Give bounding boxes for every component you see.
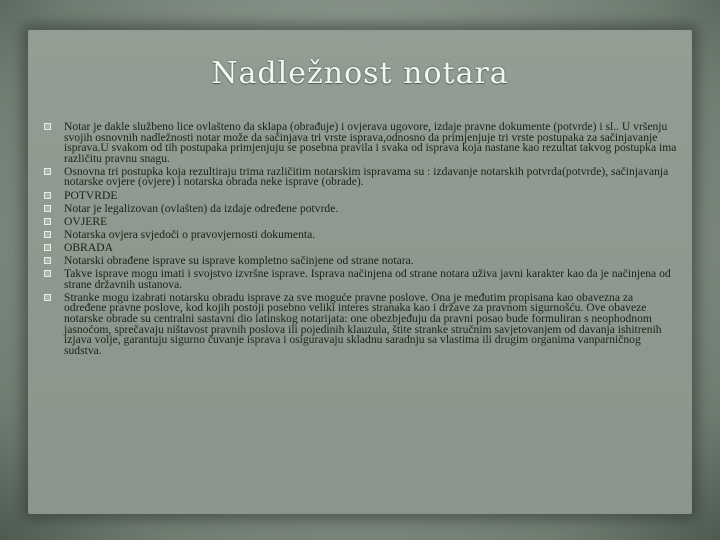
square-bullet-icon <box>44 205 51 212</box>
list-item-text: OVJERE <box>64 214 108 228</box>
list-item <box>44 256 678 267</box>
list-item <box>44 122 678 164</box>
list-item-text: POTVRDE <box>64 188 118 202</box>
list-item-text: OBRADA <box>64 240 113 254</box>
list-item <box>44 269 678 290</box>
square-bullet-icon <box>44 244 51 251</box>
list-item-text: Notar je dakle službeno lice ovlašteno da sklapa (obrađuje) i ovjerava ugovore, izdaje pravne dokumente (potvrde) i sl.. U vršenju svojih osnovnih nadležnosti notar može da sačinjava tri vrste isprava,odnosno da primjenjuje tri vrste postupaka za sačinjavanje isprava.U svakom od tih postupaka primjenjuju se posebna pravila i svaka od isprava koja nastane kao rezultat takvog postupka ima različitu pravnu snagu. <box>64 120 677 165</box>
square-bullet-icon <box>44 168 51 175</box>
list-item <box>44 290 678 357</box>
bullet-list <box>44 122 678 359</box>
square-bullet-icon <box>44 192 51 199</box>
square-bullet-icon <box>44 270 51 277</box>
square-bullet-icon <box>44 257 51 264</box>
list-item-text: Notar je legalizovan (ovlašten) da izdaje određene potvrde. <box>64 201 339 215</box>
list-item-text: Notarski obrađene isprave su isprave kompletno sačinjene od strane notara. <box>64 254 414 268</box>
list-item <box>44 240 678 254</box>
list-item-text: Takve isprave mogu imati i svojstvo izvršne isprave. Isprava načinjena od strane notara uživa javni karakter kao da je načinjena od strane državnih ustanova. <box>64 267 671 291</box>
square-bullet-icon <box>44 123 51 130</box>
list-item-text: Notarska ovjera svjedoči o pravovjernosti dokumenta. <box>64 227 316 241</box>
list-item <box>44 164 678 189</box>
list-item <box>44 227 678 241</box>
list-item <box>44 201 678 215</box>
slide-title: Nadležnost notara <box>211 56 509 91</box>
square-bullet-icon <box>44 218 51 225</box>
square-bullet-icon <box>44 231 51 238</box>
list-item-text: Osnovna tri postupka koja rezultiraju trima različitim notarskim ispravama su : izdavanje notarskih potvrda(potvrde), sačinjavanja notarske ovjere (ovjere) i notarska obrada neke isprave (obrade). <box>64 164 669 189</box>
list-item <box>44 214 678 228</box>
square-bullet-icon <box>44 294 51 301</box>
list-item <box>44 188 678 202</box>
list-item-text: Stranke mogu izabrati notarsku obradu isprave za sve moguće pravne poslove. Ona je međutim propisana kao obavezna za određene pravne poslove, kod kojih postoji posebno veliki interes stranaka kao i države za pravnom sigurnošću. Ove obaveze notarske obrade su centralni sastavni dio latinskog notarijata: one obezbjeđuju da pravni posao bude formuliran s neophodnom jasnoćom, sprečavaju ništavost pravnih poslova ili pojedinih klauzula, štite stranke stručnim savjetovanjem od davanja ishitrenih izjava volje, garantuju sigurno čuvanje isprava i osiguravaju skladnu saradnju sa vlastima ili drugim organima vanparničnog sudstva. <box>64 290 662 357</box>
